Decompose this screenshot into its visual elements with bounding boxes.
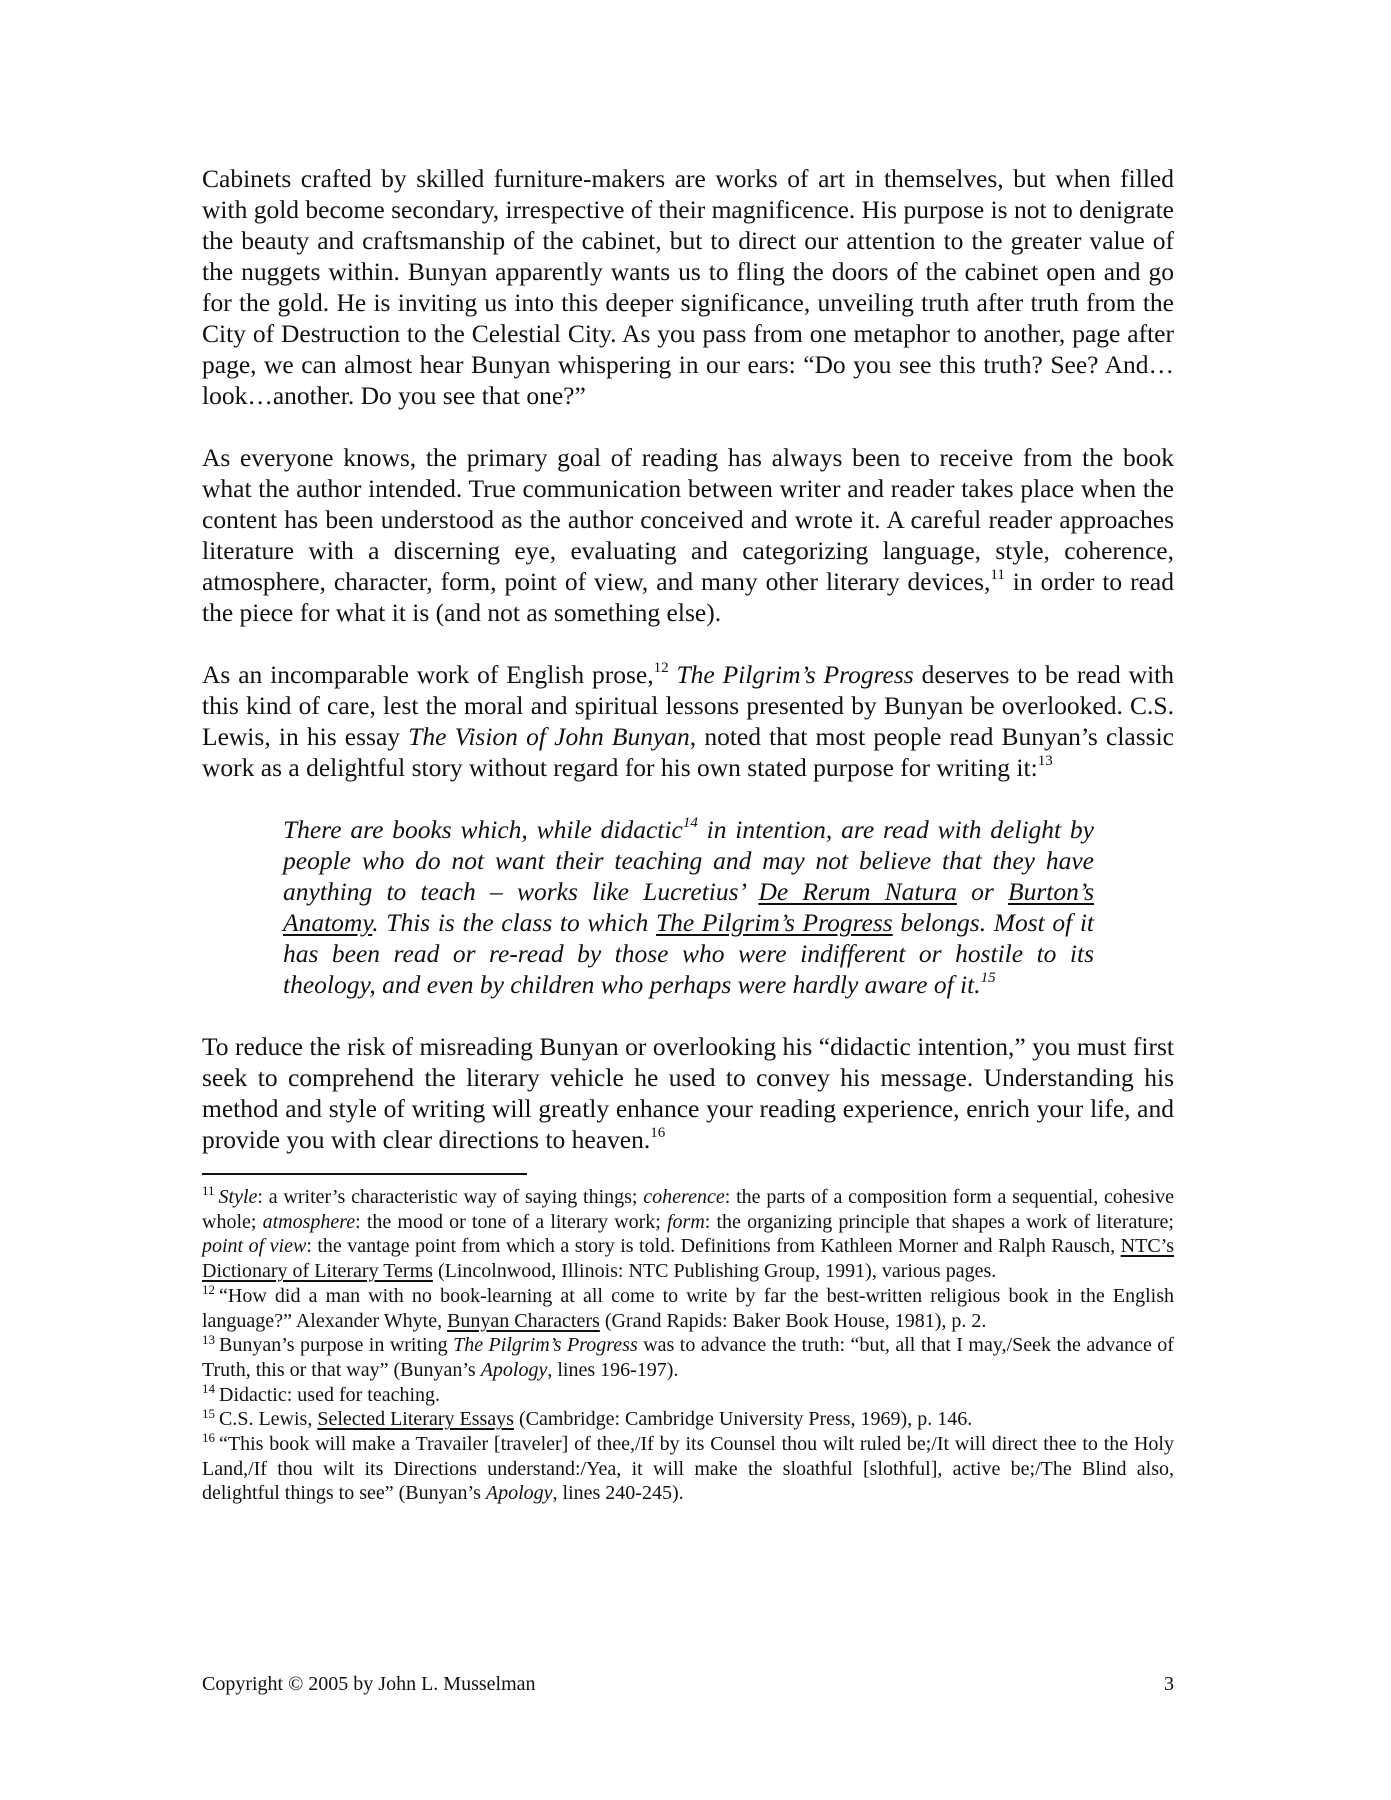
footnote-number: 12: [202, 1282, 215, 1298]
page-number: 3: [1164, 1673, 1174, 1695]
book-title: Apology: [480, 1358, 548, 1381]
footnote-ref-14[interactable]: 14: [682, 814, 698, 831]
quote-text: belongs. Most of it has been read or re-read by those who were indifferent or hostile to its theology, and even by children who perhaps were hardly aware of it.: [283, 908, 1094, 999]
book-title: Apology: [485, 1482, 553, 1505]
footnote-16: [202, 1432, 1174, 1506]
footnote-text: : the organizing principle that shapes a work of literature;: [704, 1210, 1174, 1233]
footnote-text: Bunyan’s purpose in writing: [219, 1334, 454, 1357]
footnote-text: Didactic: used for teaching.: [219, 1383, 441, 1406]
paragraph-text: As everyone knows, the primary goal of reading has always been to receive from the book what the author intended. True communication between writer and reader takes place when the content has been understood as the author conceived and wrote it. A careful reader approaches literature with a discerning eye, evaluating and categorizing language, style, coherence, atmosphere, character, form, point of view, and many other literary devices,: [202, 443, 1174, 596]
footnote-ref-13[interactable]: 13: [1037, 752, 1053, 769]
paragraph-text: deserves to be read with this kind of care, lest the moral and spiritual lessons presented by Bunyan be overlooked. C.S. Lewis, in his essay: [202, 660, 1174, 751]
paragraph-text: To reduce the risk of misreading Bunyan or overlooking his “didactic intention,” you must first seek to comprehend the literary vehicle he used to convey his message. Understanding his method and style of writing will greatly enhance your reading experience, enrich your life, and provide you with clear directions to heaven.: [202, 1032, 1174, 1154]
paragraph-reading-goal: [202, 442, 1174, 628]
footnote-text: “How did a man with no book-learning at all come to write by far the best-written religious book in the English language?” Alexander Whyte,: [202, 1284, 1174, 1332]
footnote-ref-15[interactable]: 15: [980, 969, 996, 986]
paragraph-text: in order to read the piece for what it is (and not as something else).: [202, 567, 1174, 627]
book-title: Bunyan Characters: [447, 1309, 600, 1332]
footnote-text: : the mood or tone of a literary work;: [355, 1210, 667, 1233]
footnote-number: 16: [202, 1430, 215, 1446]
term: point of view: [202, 1235, 307, 1258]
footnote-text: (Grand Rapids: Baker Book House, 1981), p. 2.: [599, 1309, 987, 1332]
underlined-title: The Pilgrim’s Progress: [655, 908, 893, 937]
footnote-text: (Lincolnwood, Illinois: NTC Publishing Group, 1991), various pages.: [432, 1260, 997, 1283]
quote-text: or: [956, 877, 1009, 906]
footnote-number: 14: [202, 1380, 215, 1396]
footnote-text: : the vantage point from which a story is told. Definitions from Kathleen Morner and Ralph Rausch,: [306, 1235, 1121, 1258]
paragraph-misreading: [202, 1031, 1174, 1155]
footnote-text: C.S. Lewis,: [219, 1408, 318, 1431]
term: Style: [218, 1186, 258, 1208]
footnote-text: : a writer’s characteristic way of saying things;: [257, 1186, 644, 1208]
block-quote: [283, 814, 1094, 1000]
footnote-number: 13: [202, 1331, 215, 1347]
page-footer: [202, 1673, 1174, 1696]
quote-text: . This is the class to which: [372, 908, 656, 937]
book-title: The Pilgrim’s Progress: [676, 660, 914, 689]
footnote-13: [202, 1333, 1174, 1382]
footnote-text: (Cambridge: Cambridge University Press, 1969), p. 146.: [513, 1408, 973, 1431]
copyright-notice: Copyright © 2005 by John L. Musselman: [202, 1673, 536, 1695]
footnote-14: [202, 1380, 1174, 1408]
term: form: [667, 1210, 705, 1233]
footnote-ref-12[interactable]: 12: [653, 659, 669, 676]
footnote-text: : the parts of a composition form a sequential, cohesive whole;: [202, 1186, 1174, 1233]
footnote-text: , lines 196-197).: [547, 1358, 679, 1381]
paragraph-english-prose: [202, 659, 1174, 783]
paragraph-cabinets: [202, 163, 1174, 411]
quote-text: There are books which, while didactic: [283, 815, 683, 844]
document-page: [202, 163, 1174, 1506]
footnote-11: [202, 1185, 1174, 1284]
paragraph-text: , noted that most people read Bunyan’s classic work as a delightful story without regard for his own stated purpose for writing it:: [202, 722, 1175, 782]
paragraph-text: As an incomparable work of English prose,: [202, 660, 654, 689]
footnote-divider: [202, 1173, 527, 1175]
footnote-number: 11: [202, 1183, 215, 1199]
underlined-title: De Rerum Natura: [758, 877, 957, 906]
footnote-ref-11[interactable]: 11: [990, 566, 1005, 583]
quote-text: in intention, are read with delight by people who do not want their teaching and may not believe that they have anything to teach – works like Lucretius’: [283, 815, 1094, 906]
paragraph-text: Cabinets crafted by skilled furniture-makers are works of art in themselves, but when filled with gold become secondary, irrespective of their magnificence. His purpose is not to denigrate the beauty and craftsmanship of the cabinet, but to direct our attention to the greater value of the nuggets within. Bunyan apparently wants us to fling the doors of the cabinet open and go for the gold. He is inviting us into this deeper significance, unveiling truth after truth from the City of Destruction to the Celestial City. As you pass from one metaphor to another, page after page, we can almost hear Bunyan whispering in our ears: “Do you see this truth? See? And…look…another. Do you see that one?”: [202, 164, 1174, 410]
footnote-text: , lines 240-245).: [552, 1482, 684, 1505]
essay-title: The Vision of John Bunyan: [408, 722, 690, 751]
footnote-text: was to advance the truth: “but, all that I may,/Seek the advance of Truth, this or that way” (Bunyan’s: [202, 1334, 1174, 1381]
footnote-12: [202, 1284, 1174, 1333]
footnotes: [202, 1185, 1174, 1506]
term: coherence: [643, 1186, 725, 1208]
underlined-title: Burton’s Anatomy: [283, 877, 1094, 937]
footnote-text: “This book will make a Travailer [traveler] of thee,/If by its Counsel thou wilt ruled be;/It will direct thee to the Holy Land,/If thou wilt its Directions understand:/Yea, it will make the sloathful [slothful], active be;/The Blind also, delightful things to see” (Bunyan’s: [202, 1433, 1174, 1505]
term: atmosphere: [262, 1210, 356, 1233]
book-title: NTC’s Dictionary of Literary Terms: [202, 1235, 1174, 1283]
footnote-number: 15: [202, 1405, 215, 1421]
footnote-15: [202, 1407, 1174, 1432]
footnote-ref-16[interactable]: 16: [650, 1124, 666, 1141]
book-title: The Pilgrim’s Progress: [453, 1334, 638, 1357]
book-title: Selected Literary Essays: [317, 1408, 514, 1431]
